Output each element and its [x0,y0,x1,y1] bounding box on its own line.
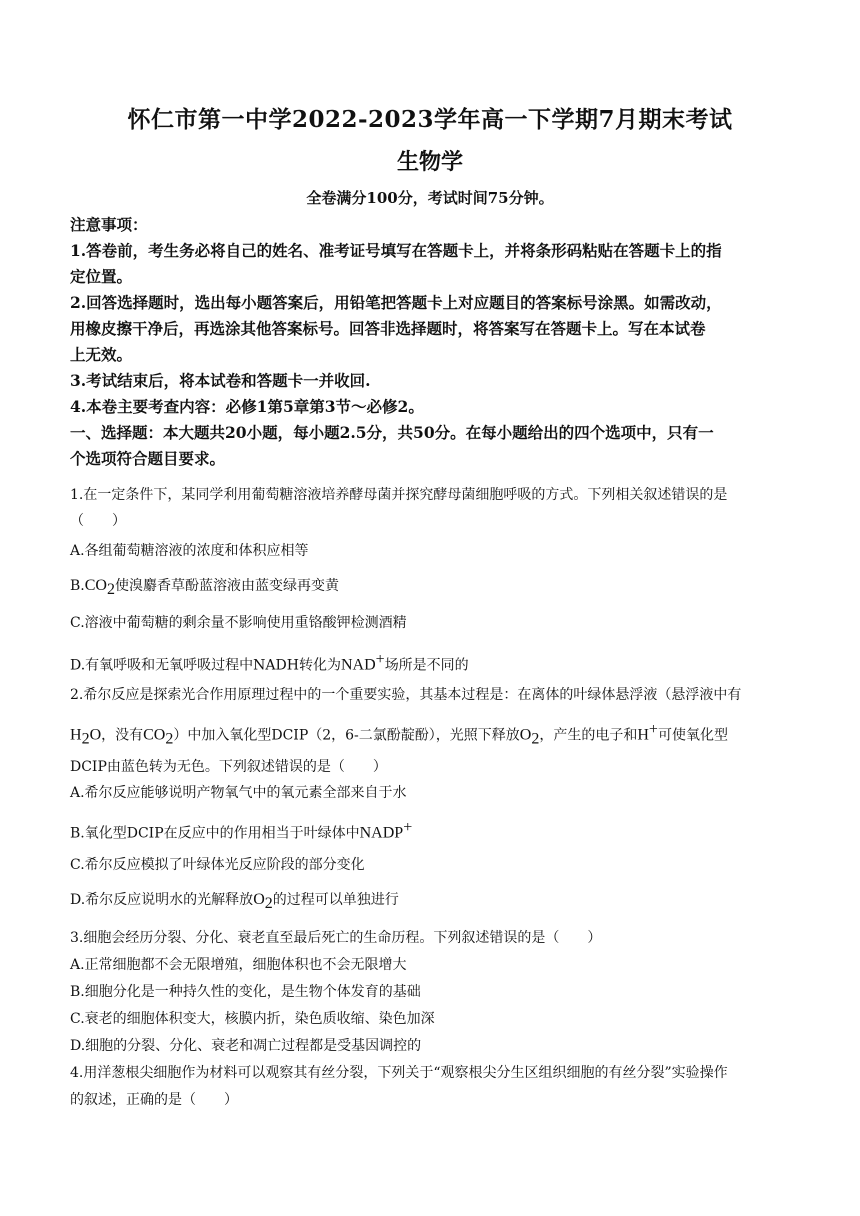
note-1-line-1: 1.答卷前，考生务必将自己的姓名、准考证号填写在答题卡上，并将条形码粘贴在答题卡上的指 [70,241,722,260]
q3-option-a: A.正常细胞都不会无限增殖，细胞体积也不会无限增大 [70,957,407,973]
note-4: 4.本卷主要考查内容：必修1第5章第3节～必修2。 [70,397,424,416]
note-2-line-1: 2.回答选择题时，选出每小题答案后，用铅笔把答题卡上对应题目的答案标号涂黑。如需改动， [70,293,722,312]
section-1-line-1: 一、选择题：本大题共20小题，每小题2.5分，共50分。在每小题给出的四个选项中，只有一 [70,423,714,442]
q3-stem: 3.细胞会经历分裂、分化、衰老直至最后死亡的生命历程。下列叙述错误的是（ ） [70,930,602,946]
q1-option-c: C.溶液中葡萄糖的剩余量不影响使用重铬酸钾检测酒精 [70,615,407,631]
q2-stem-line-3: DCIP由蓝色转为无色。下列叙述错误的是（ ） [70,759,387,775]
subject-title: 生物学 [396,149,463,175]
q2-option-b: B.氧化型DCIP在反应中的作用相当于叶绿体中NADP+ [70,819,413,842]
q4-stem-line-2: 的叙述，正确的是（ ） [70,1092,238,1108]
note-2-line-3: 上无效。 [70,345,133,364]
q3-option-b: B.细胞分化是一种持久性的变化，是生物个体发育的基础 [70,984,421,1000]
notes-heading: 注意事项： [70,215,148,234]
note-3: 3.考试结束后，将本试卷和答题卡一并收回. [70,371,371,390]
q2-stem-line-2: $H_2O$，没有$CO_2$）中加入氧化型DCIP（2，6-二氯酚靛酚），光照下释放$O_2$，产生的电子和H+可使氧化型 [70,721,728,748]
note-2-line-2: 用橡皮擦干净后，再选涂其他答案标号。回答非选择题时，将答案写在答题卡上。写在本试卷 [70,319,706,338]
note-1-line-2: 定位置。 [70,267,133,286]
q2-option-c: C.希尔反应模拟了叶绿体光反应阶段的部分变化 [70,857,365,873]
q4-stem-line-1: 4.用洋葱根尖细胞作为材料可以观察其有丝分裂，下列关于“观察根尖分生区组织细胞的有丝分裂”实验操作 [70,1065,728,1081]
score-info: 全卷满分100分，考试时间75分钟。 [306,189,554,207]
q3-option-d: D.细胞的分裂、分化、衰老和凋亡过程都是受基因调控的 [70,1038,422,1054]
q1-stem-line-1: 1.在一定条件下，某同学利用葡萄糖溶液培养酵母菌并探究酵母菌细胞呼吸的方式。下列相关叙述错误的是 [70,487,728,503]
q2-stem-line-1: 2.希尔反应是探索光合作用原理过程中的一个重要实验，其基本过程是：在离体的叶绿体悬浮液（悬浮液中有 [70,687,742,703]
q2-option-a: A.希尔反应能够说明产物氧气中的氧元素全部来自于水 [70,785,407,801]
q1-option-a: A.各组葡萄糖溶液的浓度和体积应相等 [70,543,309,559]
q1-option-d: D.有氧呼吸和无氧呼吸过程中NADH转化为NAD+场所是不同的 [70,651,469,674]
q3-option-c: C.衰老的细胞体积变大，核膜内折，染色质收缩、染色加深 [70,1011,435,1027]
q1-option-b: $B.CO_2$使溴麝香草酚蓝溶液由蓝变绿再变黄 [70,577,339,598]
q1-stem-line-2: （ ） [70,513,126,529]
q2-option-d: D.希尔反应说明水的光解释放$O_2$的过程可以单独进行 [70,891,399,912]
section-1-line-2: 个选项符合题目要求。 [70,449,226,468]
exam-title: 怀仁市第一中学2022-2023学年高一下学期7月期末考试 [127,106,733,133]
